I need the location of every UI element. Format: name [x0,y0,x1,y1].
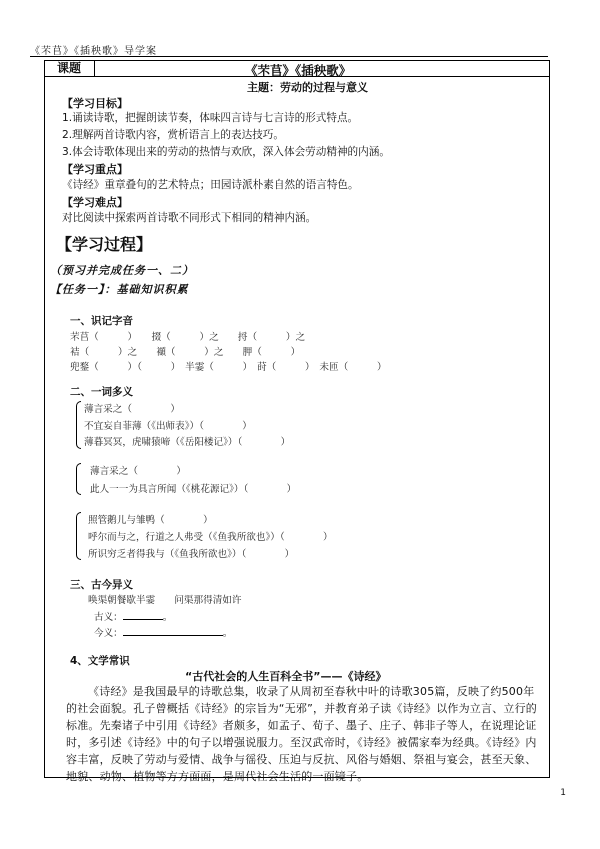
theme-line: 主题：劳动的过程与意义 [247,81,368,94]
course-title: 《芣苢》《插秧歌》 [245,63,352,78]
polysemy-item: 所识穷乏者得我与（《鱼我所欲也》）（ ） [88,549,295,560]
polysemy-item: 呼尔而与之，行道之人弗受（《鱼我所欲也》）（ ） [88,532,333,543]
page-number: 1 [560,788,566,798]
polysemy-item: 薄暮冥冥，虎啸猿啼（《岳阳楼记》）（ ） [84,437,291,448]
pronunciation-row: 袺（ ）之 襭（ ）之 胛（ ） [70,347,301,358]
polysemy-heading: 二、一词多义 [70,386,133,398]
literature-heading: 4、文学常识 [70,655,130,667]
key-point-heading: 【学习重点】 [62,163,128,176]
running-header: 《芣苢》《插秧歌》导学案 [30,46,157,57]
literature-paragraph: 《诗经》是我国最早的诗歌总集，收录了从周初至春秋中叶的诗歌305篇，反映了约500年的社会面貌。孔子曾概括《诗经》的宗旨为“无邪”，并教育弟子读《诗经》以作为立言、立行的标准。先秦诸子中引用《诗经》者颇多，如孟子、荀子、墨子、庄子、韩非子等人，在说理论证时，多引述《诗经》中的句子以增强说服力。至汉武帝时，《诗经》被儒家奉为经典。《诗经》内容丰富，反映了劳动与爱情、战争与徭役、压迫与反抗、风俗与婚姻、祭祖与宴会，甚至天象、地貌、动物、植物等方方面面，是周代社会生活的一面镜子。 [66,685,537,783]
polysemy-item: 薄言采之（ ） [84,404,180,415]
ancient-label: 古义： [94,612,123,623]
key-point-text: 《诗经》重章叠句的艺术特点；田园诗派朴素自然的语言特色。 [62,179,359,191]
task1-heading: 【任务一】：基础知识积累 [50,283,189,296]
header-rule [30,56,548,57]
difficulty-text: 对比阅读中探索两首诗歌不同形式下相同的精神内涵。 [62,212,317,224]
ancient-period: 。 [162,612,173,623]
pronunciation-row: 芣苢（ ） 掇（ ）之 捋（ ）之 [70,332,306,343]
preview-instruction: （预习并完成任务一、二） [50,264,194,277]
polysemy-item: 此人一一为具言所闻（《桃花源记》）（ ） [90,484,297,495]
process-heading: 【学习过程】 [56,235,153,254]
difficulty-heading: 【学习难点】 [62,196,128,209]
course-label: 课题 [44,60,95,76]
pronunciation-heading: 一、识记字音 [70,315,133,327]
ancient-meaning-row [94,609,172,623]
goal-item: 3.体会诗歌体现出来的劳动的热情与欢欣，深入体会劳动精神的内涵。 [62,146,390,158]
goal-item: 2.理解两首诗歌内容，赏析语言上的表达技巧。 [62,129,284,141]
literature-title: “古代社会的人生百科全书”——《诗经》 [185,670,387,683]
modern-blank[interactable] [123,625,223,636]
polysemy-item: 薄言采之（ ） [90,466,186,477]
modern-meaning-row [94,625,232,639]
goals-heading: 【学习目标】 [62,97,128,110]
bracket-group-2 [76,463,81,495]
archaic-text: 唤渠朝餐歇半霎 问渠那得清如许 [88,595,242,606]
archaic-heading: 三、古今异义 [70,579,133,591]
goal-item: 1.诵读诗歌，把握朗读节奏，体味四言诗与七言诗的形式特点。 [62,112,359,124]
bracket-group-1 [76,401,81,449]
pronunciation-row: 兜鍪（ ）（ ） 半霎（ ） 莳（ ） 未匝（ ） [70,362,387,373]
modern-label: 今义： [94,628,123,639]
bracket-group-3 [76,512,81,560]
ancient-blank[interactable] [123,609,163,620]
polysemy-item: 照管鹅儿与雏鸭（ ） [88,515,213,526]
modern-period: 。 [222,628,233,639]
polysemy-item: 不宜妄自菲薄（《出师表》）（ ） [84,421,252,432]
